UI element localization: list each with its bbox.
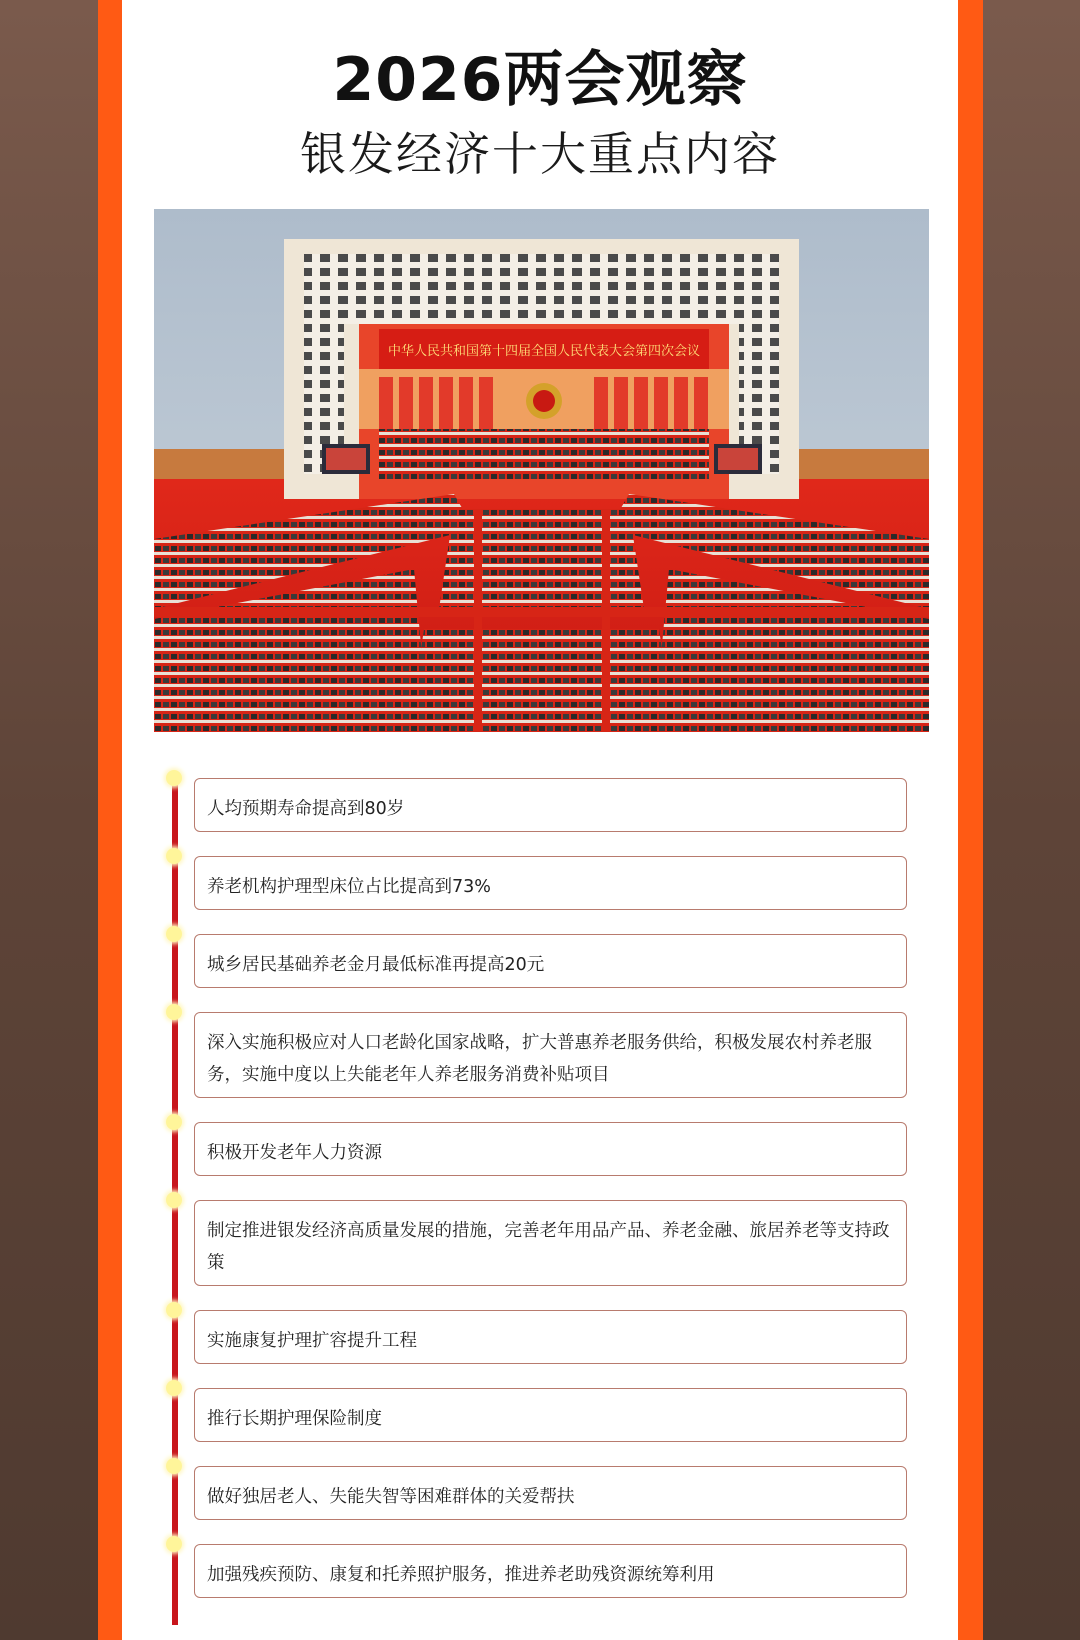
timeline-dot	[166, 1114, 182, 1130]
page-title: 2026两会观察	[332, 45, 748, 115]
content-card	[122, 0, 958, 1640]
timeline-dot	[166, 1004, 182, 1020]
timeline-dot	[166, 770, 182, 786]
timeline-dot	[166, 1536, 182, 1552]
list-item: 深入实施积极应对人口老龄化国家战略，扩大普惠养老服务供给，积极发展农村养老服务，实施中度以上失能老年人养老服务消费补贴项目	[194, 1012, 907, 1098]
list-item: 积极开发老年人力资源	[194, 1122, 907, 1176]
banner-text: 中华人民共和国第十四届全国人民代表大会第四次会议	[387, 344, 701, 359]
timeline-dot	[166, 1458, 182, 1474]
assembly-hall-photo	[154, 209, 929, 732]
timeline-dot	[166, 926, 182, 942]
timeline-dot	[166, 848, 182, 864]
list-item: 加强残疾预防、康复和托养照护服务，推进养老助残资源统筹利用	[194, 1544, 907, 1598]
assembly-hall-illustration	[154, 209, 929, 732]
list-item: 制定推进银发经济高质量发展的措施，完善老年用品产品、养老金融、旅居养老等支持政策	[194, 1200, 907, 1286]
page-subtitle: 银发经济十大重点内容	[300, 127, 780, 181]
list-item: 推行长期护理保险制度	[194, 1388, 907, 1442]
list-item: 养老机构护理型床位占比提高到73%	[194, 856, 907, 910]
list-item: 城乡居民基础养老金月最低标准再提高20元	[194, 934, 907, 988]
list-item: 人均预期寿命提高到80岁	[194, 778, 907, 832]
timeline-dot	[166, 1192, 182, 1208]
list-item: 实施康复护理扩容提升工程	[194, 1310, 907, 1364]
list-item: 做好独居老人、失能失智等困难群体的关爱帮扶	[194, 1466, 907, 1520]
timeline-dot	[166, 1302, 182, 1318]
timeline-dot	[166, 1380, 182, 1396]
